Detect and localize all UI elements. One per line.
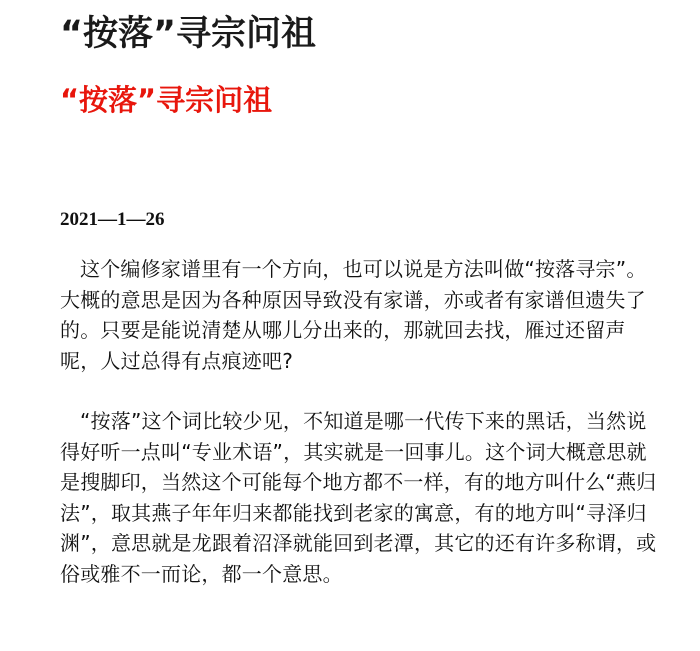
article-paragraph-1: 这个编修家谱里有一个方向，也可以说是方法叫做“按落寻宗”。大概的意思是因为各种原因导致没有家谱，亦或者有家谱但遗失了的。只要是能说清楚从哪儿分出来的，那就回去找，雁过还留声呢，人过总得有点痕迹吧? <box>60 257 647 373</box>
page-title: “按落”寻宗问祖 <box>60 14 317 54</box>
article-title: “按落”寻宗问祖 <box>60 83 273 117</box>
article-paragraph-2: “按落”这个词比较少见，不知道是哪一代传下来的黑话，当然说得好听一点叫“专业术语”，其实就是一回事儿。这个词大概意思就是搜脚印，当然这个可能每个地方都不一样，有的地方叫什么“燕归法”，取其燕子年年归来都能找到老家的寓意，有的地方叫“寻泽归渊”，意思就是龙跟着沼泽就能回到老潭，其它的还有许多称谓，或俗或雅不一而论，都一个意思。 <box>60 409 657 586</box>
article-body <box>60 254 660 589</box>
article-date: 2021—1—26 <box>60 209 165 230</box>
